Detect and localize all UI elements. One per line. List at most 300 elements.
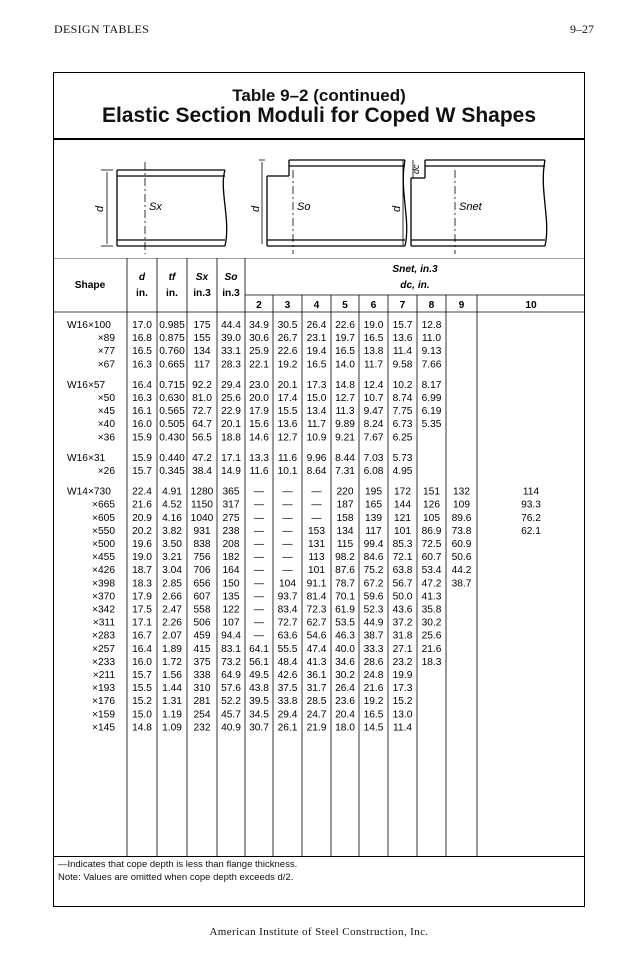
table-cell: 365	[222, 486, 240, 498]
table-cell: 64.9	[221, 670, 241, 681]
shape-designation: ×176	[92, 696, 115, 708]
table-cell: 22.1	[249, 359, 269, 371]
table-cell: 43.6	[392, 604, 413, 616]
table-cell: 37.2	[392, 617, 413, 629]
table-cell: 57.6	[221, 683, 241, 695]
table-cell: 18.3	[132, 578, 152, 590]
table-cell: 98.2	[335, 552, 355, 564]
shape-designation: ×159	[92, 709, 115, 721]
table-cell: 8.44	[335, 452, 355, 464]
header-dc-2: 2	[256, 300, 262, 311]
table-cell: 16.4	[132, 379, 152, 391]
table-cell: 17.3	[306, 379, 327, 391]
shape-designation: ×257	[92, 643, 115, 655]
table-cell: 45.7	[221, 709, 241, 721]
table-cell: 22.6	[277, 346, 298, 358]
table-cell: 38.4	[192, 466, 212, 477]
table-cell: 63.8	[392, 565, 413, 577]
table-cell: 28.3	[221, 359, 241, 371]
header-unit: in.	[166, 288, 178, 299]
footnotes	[58, 858, 297, 884]
table-cell: 4.91	[162, 486, 182, 498]
table-cell: 182	[222, 552, 240, 564]
table-cell: 16.1	[132, 406, 152, 418]
table-cell: —	[253, 499, 265, 511]
table-cell: 310	[193, 683, 211, 695]
table-cell: 10.2	[392, 379, 413, 391]
table-cell: 87.6	[335, 565, 355, 577]
table-cell: 18.0	[335, 722, 355, 734]
table-cell: 18.8	[221, 432, 241, 444]
table-cell: 9.58	[392, 359, 413, 371]
shape-designation: ×45	[97, 406, 115, 418]
title-rule	[53, 138, 585, 140]
table-cell: 158	[336, 512, 354, 524]
shape-designation: ×426	[92, 565, 115, 577]
shape-designation: ×233	[92, 656, 115, 668]
table-cell: 52.2	[221, 696, 241, 708]
table-cell: 41.3	[306, 656, 327, 668]
header-dc-3: 3	[284, 300, 291, 311]
table-cell: —	[311, 512, 322, 524]
table-cell: 187	[336, 499, 354, 511]
table-cell: 30.7	[249, 722, 269, 734]
table-cell: 5.35	[421, 419, 442, 431]
coped-top-figure	[259, 160, 407, 254]
table-cell: 19.9	[392, 670, 413, 681]
table-cell: —	[253, 630, 265, 642]
shape-designation: ×665	[92, 499, 115, 511]
table-cell: 34.5	[249, 709, 269, 721]
table-cell: 0.630	[159, 393, 185, 404]
table-cell: 31.8	[392, 630, 413, 642]
table-cell: —	[253, 565, 265, 577]
table-cell: 11.6	[277, 452, 298, 464]
table-cell: 17.3	[392, 683, 413, 695]
table-cell: 28.6	[363, 656, 384, 668]
table-cell: 85.3	[392, 539, 413, 550]
table-cell: 47.4	[306, 643, 327, 655]
table-cell: 2.47	[162, 604, 182, 616]
table-cell: 1.44	[162, 683, 182, 695]
table-cell: 8.17	[421, 379, 442, 391]
fig-label-dc: dc	[411, 164, 421, 174]
table-cell: 17.4	[277, 393, 298, 404]
table-cell: 6.08	[363, 466, 384, 477]
table-cell: 254	[193, 709, 211, 721]
table-cell: 208	[222, 539, 240, 550]
shape-designation: W16×100	[67, 320, 111, 331]
footnote-dash: —Indicates that cope depth is less than flange thickness.	[58, 859, 298, 870]
table-cell: 7.75	[392, 406, 413, 418]
footnote-note: Note: Values are omitted when cope depth exceeds d/2.	[58, 872, 294, 883]
table-cell: 7.31	[335, 466, 355, 477]
table-cell: 931	[193, 525, 211, 537]
table-cell: 29.4	[277, 709, 298, 721]
table-cell: 144	[394, 499, 411, 511]
table-cell: 30.5	[277, 320, 298, 331]
table-cell: 134	[336, 525, 354, 537]
table-cell: 20.1	[221, 419, 241, 431]
table-cell: 11.4	[392, 346, 413, 358]
table-cell: 34.6	[335, 656, 355, 668]
table-cell: 1040	[190, 512, 214, 524]
table-cell: 1.72	[162, 656, 182, 668]
table-cell: 17.1	[132, 617, 152, 629]
table-cell: 94.4	[221, 630, 241, 642]
header-dc-8: 8	[428, 300, 435, 311]
table-cell: 14.8	[335, 379, 355, 391]
table-cell: 375	[193, 656, 211, 668]
table-cell: 23.1	[306, 333, 327, 345]
table-cell: 43.8	[249, 683, 269, 695]
table-cell: 16.3	[132, 393, 152, 404]
table-cell: 4.16	[162, 512, 182, 524]
table-cell: 21.6	[421, 643, 442, 655]
shape-designation: ×342	[92, 604, 115, 616]
table-cell: 16.5	[306, 359, 327, 371]
table-cell: 19.0	[363, 320, 384, 331]
table-cell: 36.1	[306, 670, 327, 681]
fig-label-so: So	[297, 201, 311, 213]
table-cell: 38.7	[363, 630, 384, 642]
footnote-rule	[53, 856, 585, 857]
table-cell: 1280	[190, 486, 214, 498]
table-cell: 29.4	[221, 379, 241, 391]
table-cell: 26.1	[277, 722, 298, 734]
table-cell: 42.6	[277, 670, 298, 681]
table-cell: 9.96	[306, 452, 327, 464]
table-cell: 17.1	[221, 452, 241, 464]
page-number: 9–27	[570, 22, 594, 36]
table-cell: 14.0	[335, 359, 355, 371]
table-cell: 72.7	[277, 617, 298, 629]
table-cell: 11.7	[363, 359, 384, 371]
table-cell: 0.875	[159, 333, 185, 345]
table-cell: 109	[453, 499, 470, 511]
table-cell: 8.24	[363, 419, 384, 431]
table-cell: 16.8	[132, 333, 152, 345]
table-cell: —	[253, 617, 265, 629]
table-cell: 44.4	[221, 320, 241, 331]
table-cell: 50.6	[451, 552, 472, 564]
table-cell: 53.4	[421, 565, 442, 577]
table-cell: 4.95	[392, 466, 413, 477]
running-head-left: DESIGN TABLES	[54, 22, 150, 36]
table-cell: 15.5	[277, 406, 298, 418]
shape-designation: ×26	[97, 466, 115, 477]
shape-designation: ×40	[97, 419, 115, 431]
table-cell: 20.9	[132, 512, 152, 524]
table-cell: 24.7	[306, 709, 327, 721]
table-cell: 14.6	[249, 432, 269, 444]
table-cell: 11.0	[421, 333, 442, 345]
table-cell: 0.985	[159, 320, 185, 331]
shape-designation: ×500	[92, 539, 115, 550]
uncoped-section-figure	[101, 162, 227, 254]
table-cell: 165	[365, 499, 382, 511]
table-cell: 55.5	[277, 643, 298, 655]
table-cell: 139	[365, 512, 382, 524]
table-cell: 15.0	[132, 709, 152, 721]
table-cell: 60.9	[451, 539, 472, 550]
table-cell: 13.6	[392, 333, 413, 345]
table-cell: 8.64	[306, 466, 327, 477]
table-cell: 2.85	[162, 578, 182, 590]
shape-designation: ×50	[97, 393, 115, 404]
shape-designation: ×550	[92, 525, 115, 537]
table-cell: 93.3	[521, 499, 541, 511]
table-cell: 40.9	[221, 722, 241, 734]
table-cell: 195	[365, 486, 382, 498]
table-cell: 12.7	[335, 393, 355, 404]
table-cell: 7.66	[421, 359, 442, 371]
table-cell: 40.0	[335, 643, 355, 655]
table-cell: 21.9	[306, 722, 327, 734]
table-cell: 56.1	[249, 656, 269, 668]
table-cell: —	[282, 539, 293, 550]
table-cell: 64.7	[192, 419, 212, 431]
shape-designation: ×455	[92, 552, 115, 564]
table-cell: 25.6	[421, 630, 442, 642]
table-cell: 21.6	[363, 683, 384, 695]
table-cell: —	[253, 591, 265, 603]
table-cell: 20.4	[335, 709, 355, 721]
table-cell: 83.1	[221, 643, 241, 655]
table-cell: 14.5	[363, 722, 384, 734]
header-dc-7: 7	[399, 300, 406, 311]
section-moduli-table	[53, 258, 585, 856]
table-cell: 14.9	[221, 466, 241, 477]
table-cell: 9.21	[335, 432, 355, 444]
table-cell: 281	[193, 696, 211, 708]
table-cell: —	[282, 486, 293, 498]
header-tf: tf	[168, 272, 176, 283]
table-cell: 48.4	[277, 656, 298, 668]
table-cell: 1.31	[162, 696, 182, 708]
table-cell: 23.0	[249, 379, 269, 391]
table-cell: 39.0	[221, 333, 241, 345]
table-cell: 15.7	[392, 320, 413, 331]
table-cell: 18.3	[421, 656, 442, 668]
table-cell: —	[282, 552, 293, 564]
shape-designation: ×398	[92, 578, 115, 590]
fig-label-d-2: d	[250, 205, 262, 212]
table-number: Table 9–2 (continued)	[232, 86, 406, 105]
shape-designation: ×36	[97, 432, 115, 444]
table-cell: 33.3	[363, 643, 384, 655]
table-cell: 117	[365, 525, 382, 537]
table-cell: 12.8	[421, 320, 442, 331]
shape-designation: ×311	[92, 617, 115, 629]
table-cell: 47.2	[192, 452, 212, 464]
table-cell: 101	[308, 565, 325, 577]
table-cell: 91.1	[306, 578, 327, 590]
table-cell: 0.440	[159, 452, 185, 464]
header-dc-9: 9	[458, 300, 465, 311]
table-cell: 0.760	[159, 346, 185, 358]
table-cell: 73.8	[451, 525, 472, 537]
table-cell: 238	[222, 525, 240, 537]
table-cell: 19.7	[335, 333, 355, 345]
table-cell: 656	[193, 578, 211, 590]
table-cell: 12.7	[277, 432, 298, 444]
table-cell: 17.0	[132, 320, 152, 331]
shape-designation: ×283	[92, 630, 115, 642]
table-cell: 19.2	[363, 696, 384, 708]
table-cell: 0.665	[159, 359, 185, 371]
table-cell: 126	[423, 499, 440, 511]
shape-designation: W16×31	[67, 452, 106, 464]
table-cell: 706	[193, 565, 211, 577]
table-cell: 6.19	[421, 406, 442, 418]
header-dc-4: 4	[313, 300, 320, 311]
table-cell: 53.5	[335, 617, 355, 629]
table-cell: 81.0	[192, 393, 212, 404]
shape-designation: ×370	[92, 591, 115, 603]
table-cell: 132	[453, 486, 470, 498]
table-cell: 459	[193, 630, 211, 642]
table-cell: 11.3	[335, 406, 355, 418]
table-cell: 220	[336, 486, 354, 498]
table-cell: —	[253, 486, 265, 498]
header-dc-5: 5	[342, 300, 348, 311]
table-cell: 44.2	[451, 565, 472, 577]
table-cell: 2.26	[162, 617, 182, 629]
table-cell: 8.74	[392, 393, 413, 404]
table-cell: 99.4	[363, 539, 384, 550]
table-cell: 17.5	[132, 604, 152, 616]
table-cell: 78.7	[335, 578, 355, 590]
table-cell: 30.2	[335, 670, 355, 681]
table-cell: 16.5	[363, 333, 384, 345]
table-cell: 838	[193, 539, 211, 550]
table-cell: 9.47	[363, 406, 384, 418]
table-cell: 81.4	[306, 591, 327, 603]
table-cell: 44.9	[363, 617, 384, 629]
table-cell: 7.03	[363, 452, 384, 464]
table-cell: 27.1	[392, 643, 413, 655]
table-cell: 62.7	[306, 617, 327, 629]
table-cell: 1.19	[162, 709, 182, 721]
table-cell: 11.6	[249, 466, 269, 477]
table-cell: 25.6	[221, 393, 241, 404]
table-cell: 0.430	[159, 432, 185, 444]
table-cell: 38.7	[451, 578, 472, 590]
table-cell: —	[282, 525, 293, 537]
table-cell: 1150	[191, 499, 213, 511]
table-cell: 93.7	[277, 591, 298, 603]
table-cell: 50.0	[392, 591, 413, 603]
table-cell: 16.5	[335, 346, 355, 358]
header-snet: Snet, in.3	[392, 264, 438, 275]
header-sx: Sx	[195, 272, 209, 283]
table-cell: 15.6	[249, 419, 269, 431]
shape-designation: ×77	[97, 346, 115, 358]
table-cell: 3.21	[162, 552, 182, 564]
header-dc: dc, in.	[400, 280, 430, 291]
table-cell: 151	[423, 486, 440, 498]
table-cell: 22.4	[132, 486, 152, 498]
table-cell: —	[253, 539, 265, 550]
table-cell: 10.9	[306, 432, 327, 444]
table-cell: 22.9	[221, 406, 241, 418]
table-cell: 7.67	[363, 432, 384, 444]
table-cell: 16.5	[132, 346, 152, 358]
table-cell: 64.1	[249, 643, 269, 655]
table-cell: 415	[193, 643, 211, 655]
table-cell: 104	[279, 578, 296, 590]
shape-designation: ×89	[97, 333, 115, 345]
table-cell: 30.2	[421, 617, 442, 629]
table-cell: 13.0	[392, 709, 413, 721]
table-cell: 30.6	[249, 333, 269, 345]
table-cell: 23.2	[392, 656, 413, 668]
table-cell: 54.6	[306, 630, 327, 642]
shape-designation: ×67	[97, 359, 115, 371]
shape-designation: W16×57	[67, 379, 106, 391]
table-cell: 89.6	[451, 512, 472, 524]
table-cell: 20.1	[277, 379, 298, 391]
table-cell: —	[253, 552, 265, 564]
table-cell: 33.8	[277, 696, 298, 708]
table-cell: 15.9	[132, 432, 152, 444]
table-cell: 60.7	[421, 552, 442, 564]
table-cell: 4.52	[162, 499, 182, 511]
table-cell: 756	[193, 552, 211, 564]
table-cell: 101	[394, 525, 411, 537]
table-cell: —	[282, 499, 293, 511]
table-cell: 15.0	[306, 393, 327, 404]
table-cell: 16.7	[132, 630, 152, 642]
table-cell: 13.8	[363, 346, 384, 358]
table-cell: 3.04	[162, 565, 182, 577]
table-cell: 317	[222, 499, 240, 511]
table-cell: 92.2	[192, 379, 212, 391]
fig-label-snet: Snet	[459, 201, 482, 213]
table-cell: 150	[222, 578, 240, 590]
table-cell: 62.1	[521, 525, 541, 537]
table-cell: 75.2	[363, 565, 384, 577]
table-cell: 175	[193, 320, 211, 331]
fig-label-d: d	[94, 205, 106, 212]
table-cell: 12.4	[363, 379, 384, 391]
table-cell: 24.8	[363, 670, 384, 681]
table-cell: 63.6	[277, 630, 298, 642]
table-cell: —	[282, 565, 293, 577]
table-cell: 10.1	[277, 466, 298, 477]
table-cell: 73.2	[221, 656, 241, 668]
table-cell: 11.4	[392, 722, 413, 734]
table-cell: 172	[394, 486, 411, 498]
table-cell: 13.4	[306, 406, 327, 418]
table-cell: 10.7	[363, 393, 384, 404]
table-cell: 0.715	[159, 379, 185, 391]
shape-designation: W14×730	[67, 486, 111, 498]
table-cell: 15.7	[132, 466, 152, 477]
table-cell: 17.9	[132, 591, 152, 603]
table-cell: 19.0	[132, 552, 152, 564]
table-cell: 84.6	[363, 552, 384, 564]
table-cell: 275	[222, 512, 240, 524]
table-cell: 6.25	[392, 432, 413, 444]
table-cell: 26.7	[277, 333, 298, 345]
table-title: Elastic Section Moduli for Coped W Shapes	[101, 104, 537, 127]
table-cell: —	[253, 525, 265, 537]
publisher-credit: American Institute of Steel Construction, Inc.	[209, 926, 429, 938]
table-cell: 20.0	[249, 393, 269, 404]
table-cell: 35.8	[421, 604, 442, 616]
